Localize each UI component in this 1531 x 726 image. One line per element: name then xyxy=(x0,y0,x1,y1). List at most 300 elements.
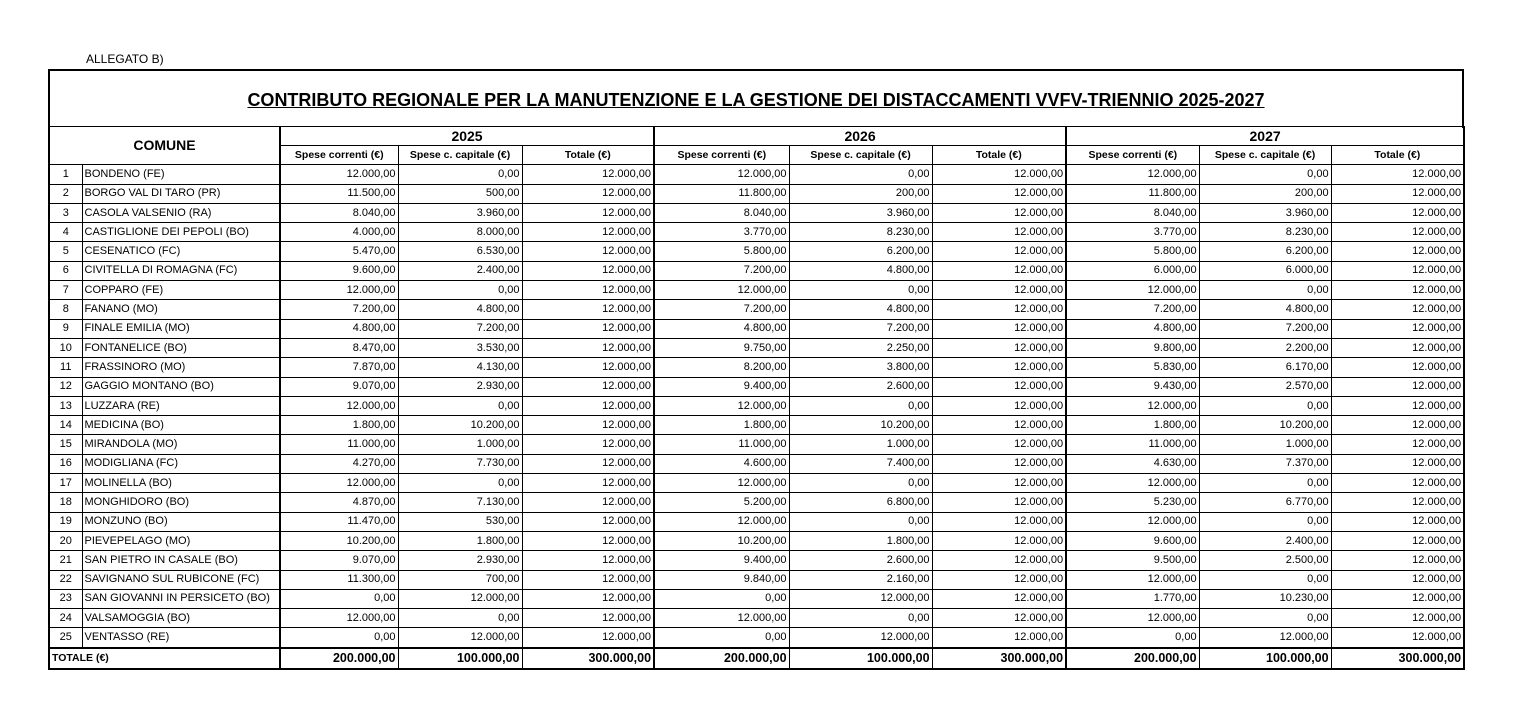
cell-totale-2025: 12.000,00 xyxy=(522,570,654,589)
subheader-totale: Totale (€) xyxy=(1331,146,1464,165)
total-totale-2027: 300.000,00 xyxy=(1331,648,1464,669)
cell-spese-capitale-2026: 7.200,00 xyxy=(789,319,932,338)
cell-spese-capitale-2026: 2.250,00 xyxy=(789,338,932,357)
table-row xyxy=(49,338,1464,357)
table-row xyxy=(49,319,1464,338)
cell-totale-2027: 12.000,00 xyxy=(1331,358,1464,377)
cell-totale-2027: 12.000,00 xyxy=(1331,435,1464,454)
cell-spese-capitale-2027: 6.000,00 xyxy=(1199,261,1331,280)
cell-totale-2026: 12.000,00 xyxy=(932,319,1066,338)
row-number: 5 xyxy=(49,242,82,261)
table-row xyxy=(49,396,1464,415)
cell-spese-capitale-2026: 6.800,00 xyxy=(789,493,932,512)
cell-spese-correnti-2027: 4.800,00 xyxy=(1066,319,1199,338)
cell-spese-capitale-2025: 4.130,00 xyxy=(398,358,522,377)
year-header-2027: 2027 xyxy=(1066,127,1464,146)
cell-spese-correnti-2026: 3.770,00 xyxy=(654,223,789,242)
cell-totale-2025: 12.000,00 xyxy=(522,184,654,203)
total-spese-correnti-2025: 200.000,00 xyxy=(280,648,398,669)
cell-totale-2025: 12.000,00 xyxy=(522,628,654,648)
cell-spese-capitale-2026: 1.800,00 xyxy=(789,531,932,550)
cell-totale-2026: 12.000,00 xyxy=(932,396,1066,415)
comune-name: FANANO (MO) xyxy=(82,300,280,319)
cell-spese-correnti-2026: 7.200,00 xyxy=(654,300,789,319)
cell-spese-correnti-2027: 12.000,00 xyxy=(1066,570,1199,589)
cell-totale-2026: 12.000,00 xyxy=(932,261,1066,280)
cell-totale-2025: 12.000,00 xyxy=(522,416,654,435)
cell-totale-2027: 12.000,00 xyxy=(1331,493,1464,512)
cell-spese-capitale-2025: 2.930,00 xyxy=(398,551,522,570)
cell-spese-correnti-2025: 4.870,00 xyxy=(280,493,398,512)
cell-totale-2026: 12.000,00 xyxy=(932,165,1066,184)
cell-spese-capitale-2026: 0,00 xyxy=(789,396,932,415)
comune-name: BONDENO (FE) xyxy=(82,165,280,184)
cell-totale-2025: 12.000,00 xyxy=(522,203,654,222)
row-number: 7 xyxy=(49,281,82,300)
comune-name: SAVIGNANO SUL RUBICONE (FC) xyxy=(82,570,280,589)
cell-spese-capitale-2025: 7.200,00 xyxy=(398,319,522,338)
row-number: 18 xyxy=(49,493,82,512)
row-number: 1 xyxy=(49,165,82,184)
cell-totale-2027: 12.000,00 xyxy=(1331,454,1464,473)
cell-spese-capitale-2027: 10.200,00 xyxy=(1199,416,1331,435)
cell-spese-correnti-2026: 0,00 xyxy=(654,628,789,648)
cell-totale-2027: 12.000,00 xyxy=(1331,570,1464,589)
cell-spese-capitale-2025: 4.800,00 xyxy=(398,300,522,319)
subheader-spese-capitale: Spese c. capitale (€) xyxy=(789,146,932,165)
cell-spese-correnti-2025: 11.000,00 xyxy=(280,435,398,454)
cell-spese-correnti-2026: 12.000,00 xyxy=(654,165,789,184)
total-spese-capitale-2026: 100.000,00 xyxy=(789,648,932,669)
cell-spese-capitale-2027: 7.370,00 xyxy=(1199,454,1331,473)
cell-spese-correnti-2026: 1.800,00 xyxy=(654,416,789,435)
cell-spese-capitale-2027: 0,00 xyxy=(1199,609,1331,628)
table-row xyxy=(49,377,1464,396)
cell-spese-correnti-2026: 5.800,00 xyxy=(654,242,789,261)
table-row xyxy=(49,454,1464,473)
cell-totale-2027: 12.000,00 xyxy=(1331,338,1464,357)
comune-name: PIEVEPELAGO (MO) xyxy=(82,531,280,550)
cell-spese-correnti-2025: 9.070,00 xyxy=(280,377,398,396)
cell-spese-capitale-2025: 1.800,00 xyxy=(398,531,522,550)
year-header-row xyxy=(49,127,1464,146)
cell-spese-correnti-2025: 11.300,00 xyxy=(280,570,398,589)
cell-totale-2026: 12.000,00 xyxy=(932,512,1066,531)
comune-name: CESENATICO (FC) xyxy=(82,242,280,261)
cell-totale-2027: 12.000,00 xyxy=(1331,242,1464,261)
cell-spese-correnti-2027: 11.800,00 xyxy=(1066,184,1199,203)
cell-totale-2025: 12.000,00 xyxy=(522,281,654,300)
cell-spese-correnti-2027: 3.770,00 xyxy=(1066,223,1199,242)
subheader-totale: Totale (€) xyxy=(932,146,1066,165)
comune-name: MONGHIDORO (BO) xyxy=(82,493,280,512)
row-number: 13 xyxy=(49,396,82,415)
comune-name: SAN PIETRO IN CASALE (BO) xyxy=(82,551,280,570)
cell-totale-2026: 12.000,00 xyxy=(932,184,1066,203)
cell-spese-capitale-2027: 3.960,00 xyxy=(1199,203,1331,222)
row-number: 2 xyxy=(49,184,82,203)
cell-spese-capitale-2025: 2.400,00 xyxy=(398,261,522,280)
cell-totale-2027: 12.000,00 xyxy=(1331,531,1464,550)
cell-spese-capitale-2026: 2.600,00 xyxy=(789,551,932,570)
total-spese-capitale-2025: 100.000,00 xyxy=(398,648,522,669)
cell-spese-correnti-2026: 7.200,00 xyxy=(654,261,789,280)
row-number: 6 xyxy=(49,261,82,280)
cell-spese-capitale-2027: 0,00 xyxy=(1199,570,1331,589)
cell-totale-2026: 12.000,00 xyxy=(932,358,1066,377)
subheader-totale: Totale (€) xyxy=(522,146,654,165)
cell-spese-capitale-2027: 6.770,00 xyxy=(1199,493,1331,512)
table-row xyxy=(49,531,1464,550)
subheader-spese-correnti: Spese correnti (€) xyxy=(1066,146,1199,165)
cell-spese-capitale-2027: 2.200,00 xyxy=(1199,338,1331,357)
table-row xyxy=(49,281,1464,300)
cell-totale-2026: 12.000,00 xyxy=(932,493,1066,512)
cell-spese-capitale-2025: 8.000,00 xyxy=(398,223,522,242)
cell-spese-correnti-2025: 11.500,00 xyxy=(280,184,398,203)
row-number: 19 xyxy=(49,512,82,531)
table-row xyxy=(49,165,1464,184)
cell-spese-capitale-2027: 0,00 xyxy=(1199,474,1331,493)
row-number: 14 xyxy=(49,416,82,435)
cell-totale-2026: 12.000,00 xyxy=(932,203,1066,222)
totals-label: TOTALE (€) xyxy=(49,648,280,669)
cell-spese-correnti-2027: 9.800,00 xyxy=(1066,338,1199,357)
cell-totale-2025: 12.000,00 xyxy=(522,609,654,628)
cell-spese-correnti-2026: 9.750,00 xyxy=(654,338,789,357)
row-number: 17 xyxy=(49,474,82,493)
cell-spese-correnti-2027: 0,00 xyxy=(1066,628,1199,648)
cell-spese-capitale-2025: 0,00 xyxy=(398,165,522,184)
cell-spese-capitale-2025: 0,00 xyxy=(398,396,522,415)
cell-spese-capitale-2025: 700,00 xyxy=(398,570,522,589)
cell-totale-2025: 12.000,00 xyxy=(522,377,654,396)
cell-spese-capitale-2027: 6.170,00 xyxy=(1199,358,1331,377)
cell-spese-capitale-2027: 2.400,00 xyxy=(1199,531,1331,550)
cell-spese-capitale-2026: 200,00 xyxy=(789,184,932,203)
subheader-spese-correnti: Spese correnti (€) xyxy=(654,146,789,165)
cell-totale-2026: 12.000,00 xyxy=(932,416,1066,435)
cell-spese-correnti-2027: 1.800,00 xyxy=(1066,416,1199,435)
year-header-2025: 2025 xyxy=(280,127,654,146)
cell-spese-correnti-2026: 10.200,00 xyxy=(654,531,789,550)
cell-spese-capitale-2027: 0,00 xyxy=(1199,396,1331,415)
comune-name: VENTASSO (RE) xyxy=(82,628,280,648)
cell-spese-capitale-2025: 10.200,00 xyxy=(398,416,522,435)
cell-totale-2025: 12.000,00 xyxy=(522,512,654,531)
cell-spese-correnti-2025: 12.000,00 xyxy=(280,474,398,493)
cell-totale-2025: 12.000,00 xyxy=(522,493,654,512)
cell-spese-capitale-2025: 530,00 xyxy=(398,512,522,531)
cell-spese-correnti-2026: 9.400,00 xyxy=(654,551,789,570)
subheader-spese-capitale: Spese c. capitale (€) xyxy=(1199,146,1331,165)
cell-spese-correnti-2026: 12.000,00 xyxy=(654,474,789,493)
cell-spese-correnti-2027: 12.000,00 xyxy=(1066,396,1199,415)
table-row xyxy=(49,493,1464,512)
cell-totale-2027: 12.000,00 xyxy=(1331,165,1464,184)
cell-totale-2026: 12.000,00 xyxy=(932,223,1066,242)
cell-totale-2026: 12.000,00 xyxy=(932,628,1066,648)
row-number: 24 xyxy=(49,609,82,628)
cell-spese-capitale-2027: 4.800,00 xyxy=(1199,300,1331,319)
cell-spese-correnti-2025: 8.470,00 xyxy=(280,338,398,357)
table-row xyxy=(49,242,1464,261)
cell-spese-capitale-2026: 6.200,00 xyxy=(789,242,932,261)
cell-totale-2027: 12.000,00 xyxy=(1331,377,1464,396)
subheader-spese-correnti: Spese correnti (€) xyxy=(280,146,398,165)
cell-totale-2026: 12.000,00 xyxy=(932,570,1066,589)
cell-spese-correnti-2025: 12.000,00 xyxy=(280,281,398,300)
cell-spese-capitale-2027: 8.230,00 xyxy=(1199,223,1331,242)
table-row xyxy=(49,203,1464,222)
cell-totale-2027: 12.000,00 xyxy=(1331,319,1464,338)
cell-spese-correnti-2027: 12.000,00 xyxy=(1066,512,1199,531)
cell-spese-capitale-2027: 1.000,00 xyxy=(1199,435,1331,454)
cell-spese-correnti-2025: 12.000,00 xyxy=(280,165,398,184)
comune-name: FINALE EMILIA (MO) xyxy=(82,319,280,338)
cell-spese-correnti-2027: 12.000,00 xyxy=(1066,474,1199,493)
table-row xyxy=(49,628,1464,648)
comune-name: SAN GIOVANNI IN PERSICETO (BO) xyxy=(82,589,280,608)
cell-spese-capitale-2026: 3.960,00 xyxy=(789,203,932,222)
row-number: 25 xyxy=(49,628,82,648)
comune-name: CIVITELLA DI ROMAGNA (FC) xyxy=(82,261,280,280)
cell-totale-2025: 12.000,00 xyxy=(522,454,654,473)
cell-totale-2027: 12.000,00 xyxy=(1331,512,1464,531)
row-number: 11 xyxy=(49,358,82,377)
cell-spese-correnti-2025: 11.470,00 xyxy=(280,512,398,531)
cell-totale-2025: 12.000,00 xyxy=(522,551,654,570)
total-spese-capitale-2027: 100.000,00 xyxy=(1199,648,1331,669)
table-row xyxy=(49,223,1464,242)
comune-name: CASTIGLIONE DEI PEPOLI (BO) xyxy=(82,223,280,242)
cell-totale-2026: 12.000,00 xyxy=(932,338,1066,357)
table-row xyxy=(49,184,1464,203)
document-table-frame xyxy=(48,69,1463,669)
total-spese-correnti-2027: 200.000,00 xyxy=(1066,648,1199,669)
cell-spese-correnti-2027: 12.000,00 xyxy=(1066,281,1199,300)
cell-spese-capitale-2027: 200,00 xyxy=(1199,184,1331,203)
cell-totale-2027: 12.000,00 xyxy=(1331,223,1464,242)
cell-spese-capitale-2027: 2.500,00 xyxy=(1199,551,1331,570)
cell-spese-correnti-2025: 10.200,00 xyxy=(280,531,398,550)
cell-spese-correnti-2027: 5.800,00 xyxy=(1066,242,1199,261)
row-number: 15 xyxy=(49,435,82,454)
cell-spese-correnti-2025: 1.800,00 xyxy=(280,416,398,435)
cell-spese-capitale-2027: 0,00 xyxy=(1199,512,1331,531)
cell-spese-capitale-2025: 7.730,00 xyxy=(398,454,522,473)
cell-spese-capitale-2025: 2.930,00 xyxy=(398,377,522,396)
cell-spese-capitale-2027: 0,00 xyxy=(1199,281,1331,300)
row-number: 10 xyxy=(49,338,82,357)
cell-totale-2025: 12.000,00 xyxy=(522,531,654,550)
table-row xyxy=(49,474,1464,493)
cell-spese-capitale-2025: 3.960,00 xyxy=(398,203,522,222)
cell-spese-correnti-2026: 11.000,00 xyxy=(654,435,789,454)
cell-totale-2025: 12.000,00 xyxy=(522,261,654,280)
totals-row xyxy=(49,648,1464,669)
cell-spese-capitale-2026: 3.800,00 xyxy=(789,358,932,377)
cell-spese-correnti-2025: 9.070,00 xyxy=(280,551,398,570)
cell-totale-2027: 12.000,00 xyxy=(1331,589,1464,608)
cell-spese-capitale-2026: 0,00 xyxy=(789,165,932,184)
cell-spese-correnti-2027: 9.600,00 xyxy=(1066,531,1199,550)
cell-spese-capitale-2026: 4.800,00 xyxy=(789,261,932,280)
cell-spese-correnti-2026: 12.000,00 xyxy=(654,609,789,628)
cell-spese-capitale-2025: 6.530,00 xyxy=(398,242,522,261)
cell-totale-2027: 12.000,00 xyxy=(1331,281,1464,300)
table-row xyxy=(49,551,1464,570)
row-number: 12 xyxy=(49,377,82,396)
year-header-2026: 2026 xyxy=(654,127,1066,146)
cell-spese-capitale-2026: 0,00 xyxy=(789,609,932,628)
cell-totale-2025: 12.000,00 xyxy=(522,435,654,454)
cell-spese-capitale-2027: 7.200,00 xyxy=(1199,319,1331,338)
cell-totale-2027: 12.000,00 xyxy=(1331,184,1464,203)
row-number: 9 xyxy=(49,319,82,338)
cell-spese-correnti-2025: 7.870,00 xyxy=(280,358,398,377)
comune-name: MEDICINA (BO) xyxy=(82,416,280,435)
cell-spese-capitale-2026: 8.230,00 xyxy=(789,223,932,242)
cell-spese-correnti-2026: 12.000,00 xyxy=(654,512,789,531)
cell-spese-correnti-2025: 0,00 xyxy=(280,628,398,648)
cell-totale-2027: 12.000,00 xyxy=(1331,628,1464,648)
cell-spese-correnti-2027: 9.430,00 xyxy=(1066,377,1199,396)
cell-totale-2026: 12.000,00 xyxy=(932,377,1066,396)
cell-totale-2027: 12.000,00 xyxy=(1331,396,1464,415)
cell-totale-2027: 12.000,00 xyxy=(1331,203,1464,222)
comune-name: LUZZARA (RE) xyxy=(82,396,280,415)
cell-spese-correnti-2025: 5.470,00 xyxy=(280,242,398,261)
allegato-label: ALLEGATO B) xyxy=(86,52,164,66)
cell-spese-capitale-2026: 12.000,00 xyxy=(789,628,932,648)
cell-spese-capitale-2027: 2.570,00 xyxy=(1199,377,1331,396)
table-row xyxy=(49,261,1464,280)
cell-spese-correnti-2027: 12.000,00 xyxy=(1066,165,1199,184)
cell-spese-capitale-2025: 7.130,00 xyxy=(398,493,522,512)
cell-totale-2026: 12.000,00 xyxy=(932,551,1066,570)
cell-totale-2026: 12.000,00 xyxy=(932,300,1066,319)
cell-spese-capitale-2026: 0,00 xyxy=(789,281,932,300)
cell-spese-correnti-2025: 12.000,00 xyxy=(280,396,398,415)
cell-spese-capitale-2025: 12.000,00 xyxy=(398,628,522,648)
cell-spese-correnti-2027: 7.200,00 xyxy=(1066,300,1199,319)
comune-header: COMUNE xyxy=(49,127,280,165)
cell-spese-capitale-2026: 0,00 xyxy=(789,474,932,493)
row-number: 20 xyxy=(49,531,82,550)
cell-spese-capitale-2026: 0,00 xyxy=(789,512,932,531)
table-row xyxy=(49,300,1464,319)
cell-spese-correnti-2026: 9.400,00 xyxy=(654,377,789,396)
cell-spese-correnti-2025: 4.270,00 xyxy=(280,454,398,473)
cell-spese-capitale-2025: 0,00 xyxy=(398,281,522,300)
comune-name: CASOLA VALSENIO (RA) xyxy=(82,203,280,222)
comune-name: FRASSINORO (MO) xyxy=(82,358,280,377)
cell-spese-correnti-2026: 12.000,00 xyxy=(654,281,789,300)
cell-totale-2026: 12.000,00 xyxy=(932,474,1066,493)
cell-totale-2025: 12.000,00 xyxy=(522,242,654,261)
cell-spese-correnti-2026: 4.800,00 xyxy=(654,319,789,338)
table-row xyxy=(49,416,1464,435)
cell-spese-correnti-2027: 6.000,00 xyxy=(1066,261,1199,280)
cell-totale-2027: 12.000,00 xyxy=(1331,416,1464,435)
cell-spese-capitale-2026: 10.200,00 xyxy=(789,416,932,435)
row-number: 16 xyxy=(49,454,82,473)
cell-spese-correnti-2025: 7.200,00 xyxy=(280,300,398,319)
cell-spese-correnti-2026: 9.840,00 xyxy=(654,570,789,589)
cell-spese-correnti-2026: 11.800,00 xyxy=(654,184,789,203)
cell-spese-capitale-2027: 12.000,00 xyxy=(1199,628,1331,648)
table-row xyxy=(49,570,1464,589)
cell-totale-2027: 12.000,00 xyxy=(1331,609,1464,628)
subheader-spese-capitale: Spese c. capitale (€) xyxy=(398,146,522,165)
row-number: 21 xyxy=(49,551,82,570)
cell-spese-correnti-2025: 4.800,00 xyxy=(280,319,398,338)
cell-totale-2027: 12.000,00 xyxy=(1331,300,1464,319)
comune-name: COPPARO (FE) xyxy=(82,281,280,300)
comune-name: BORGO VAL DI TARO (PR) xyxy=(82,184,280,203)
cell-spese-correnti-2027: 1.770,00 xyxy=(1066,589,1199,608)
cell-spese-correnti-2025: 4.000,00 xyxy=(280,223,398,242)
cell-spese-capitale-2026: 2.160,00 xyxy=(789,570,932,589)
cell-spese-correnti-2025: 12.000,00 xyxy=(280,609,398,628)
cell-spese-correnti-2026: 8.040,00 xyxy=(654,203,789,222)
row-number: 3 xyxy=(49,203,82,222)
cell-spese-correnti-2026: 0,00 xyxy=(654,589,789,608)
contributions-table xyxy=(48,126,1465,670)
cell-totale-2026: 12.000,00 xyxy=(932,531,1066,550)
table-row xyxy=(49,512,1464,531)
comune-name: VALSAMOGGIA (BO) xyxy=(82,609,280,628)
cell-spese-capitale-2025: 0,00 xyxy=(398,609,522,628)
cell-spese-correnti-2027: 5.230,00 xyxy=(1066,493,1199,512)
cell-spese-correnti-2025: 8.040,00 xyxy=(280,203,398,222)
row-number: 23 xyxy=(49,589,82,608)
comune-name: MOLINELLA (BO) xyxy=(82,474,280,493)
cell-totale-2025: 12.000,00 xyxy=(522,396,654,415)
comune-name: MONZUNO (BO) xyxy=(82,512,280,531)
cell-totale-2025: 12.000,00 xyxy=(522,165,654,184)
cell-totale-2025: 12.000,00 xyxy=(522,338,654,357)
comune-name: MODIGLIANA (FC) xyxy=(82,454,280,473)
cell-spese-correnti-2027: 4.630,00 xyxy=(1066,454,1199,473)
cell-spese-correnti-2026: 8.200,00 xyxy=(654,358,789,377)
cell-totale-2026: 12.000,00 xyxy=(932,589,1066,608)
comune-name: FONTANELICE (BO) xyxy=(82,338,280,357)
cell-spese-correnti-2027: 8.040,00 xyxy=(1066,203,1199,222)
cell-spese-correnti-2027: 12.000,00 xyxy=(1066,609,1199,628)
cell-spese-capitale-2027: 10.230,00 xyxy=(1199,589,1331,608)
cell-spese-correnti-2026: 12.000,00 xyxy=(654,396,789,415)
cell-totale-2027: 12.000,00 xyxy=(1331,261,1464,280)
cell-spese-capitale-2027: 0,00 xyxy=(1199,165,1331,184)
cell-totale-2026: 12.000,00 xyxy=(932,609,1066,628)
row-number: 8 xyxy=(49,300,82,319)
cell-totale-2025: 12.000,00 xyxy=(522,300,654,319)
cell-spese-correnti-2027: 11.000,00 xyxy=(1066,435,1199,454)
cell-spese-capitale-2026: 2.600,00 xyxy=(789,377,932,396)
cell-spese-correnti-2027: 9.500,00 xyxy=(1066,551,1199,570)
cell-totale-2027: 12.000,00 xyxy=(1331,551,1464,570)
cell-spese-capitale-2025: 0,00 xyxy=(398,474,522,493)
cell-spese-correnti-2025: 9.600,00 xyxy=(280,261,398,280)
cell-spese-capitale-2025: 3.530,00 xyxy=(398,338,522,357)
cell-spese-correnti-2026: 4.600,00 xyxy=(654,454,789,473)
comune-name: GAGGIO MONTANO (BO) xyxy=(82,377,280,396)
cell-spese-correnti-2026: 5.200,00 xyxy=(654,493,789,512)
cell-totale-2026: 12.000,00 xyxy=(932,454,1066,473)
cell-spese-capitale-2026: 1.000,00 xyxy=(789,435,932,454)
